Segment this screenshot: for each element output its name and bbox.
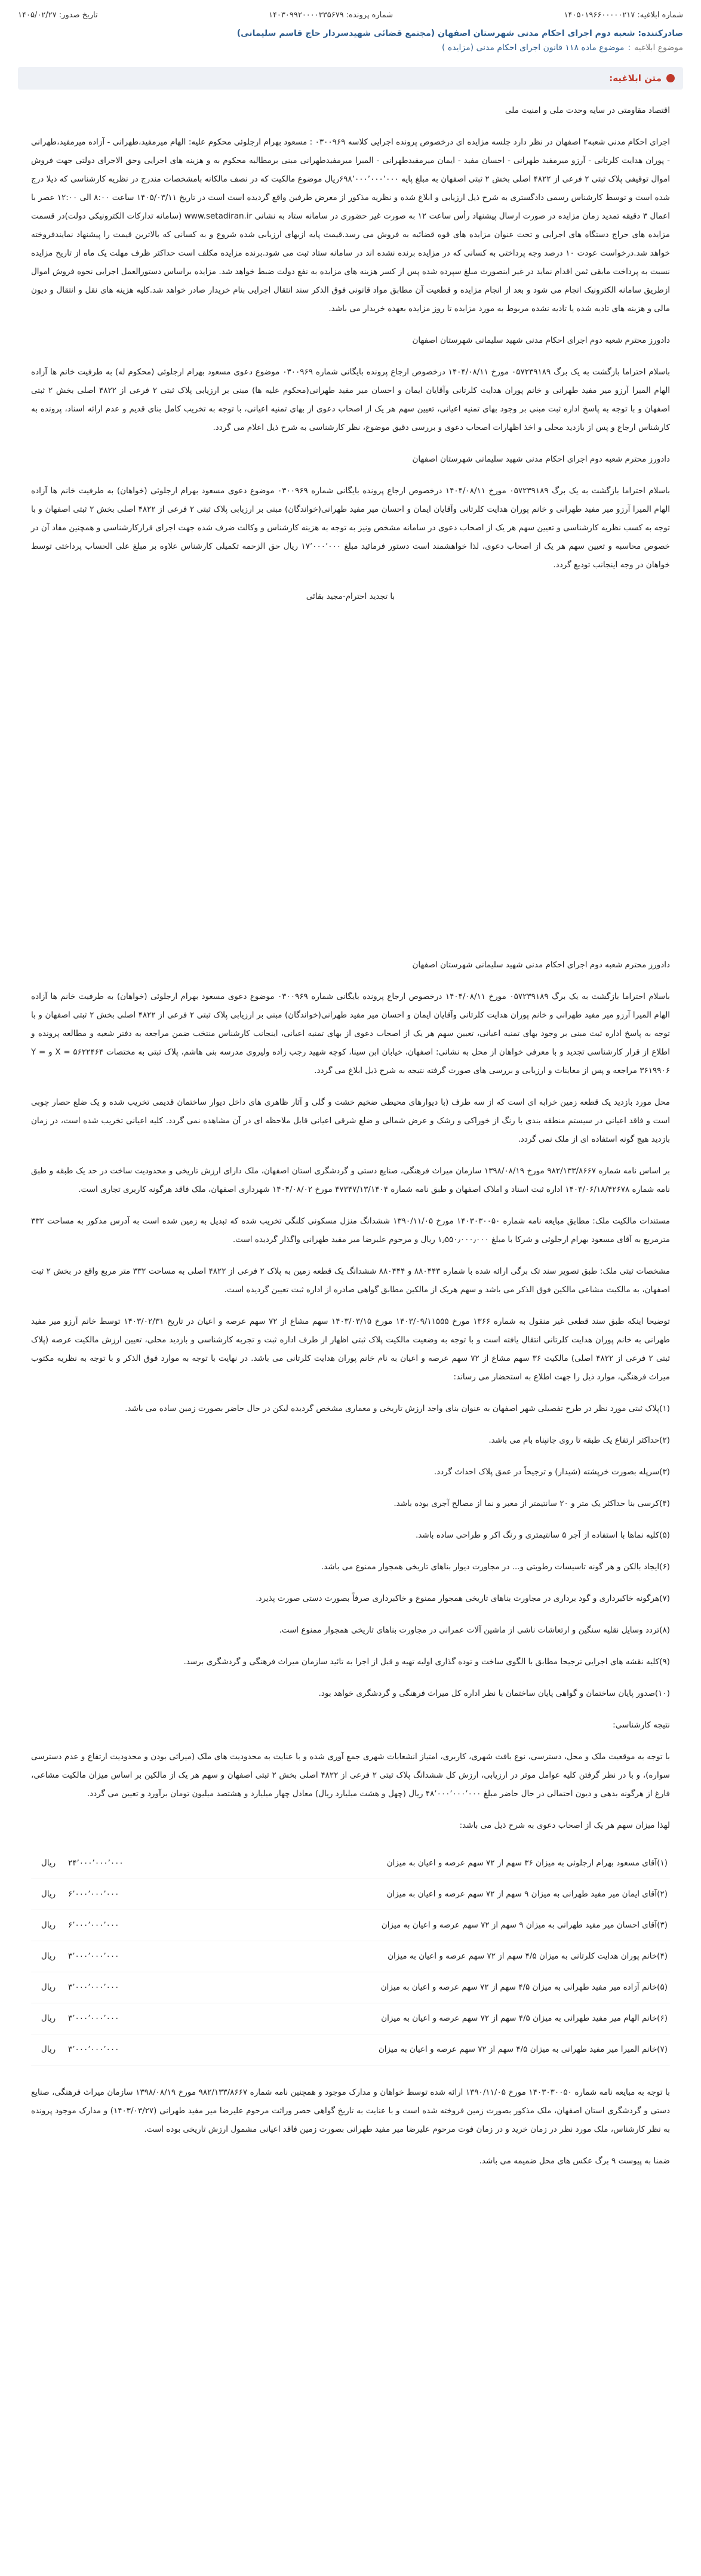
share-amount: ۳٬۰۰۰٬۰۰۰٬۰۰۰ <box>66 1972 166 2003</box>
list-item: (۴)کرسی بنا حداکثر یک متر و ۲۰ سانتیمتر از معبر و نما از مصالح آجری بوده باشد. <box>393 1499 670 1508</box>
share-description: (۲)آقای ایمان میر مفید طهرانی به میزان ۹ سهم از ۷۲ سهم عرصه و اعیان به میزان <box>166 1879 670 1910</box>
share-description: (۴)خانم پوران هدایت کلرتانی به میزان ۴/۵ سهم از ۷۲ سهم عرصه و اعیان به میزان <box>166 1941 670 1972</box>
auction-paragraph: اجرای احکام مدنی شعبه۲ اصفهان در نظر دارد جلسه مزایده ای درخصوص پرونده اجرایی کلاسه ۰۳۰۰۹۶۹ : مسعود بهرام ارجلوئی محکوم علیه: الهام میرمفید،طهرانی - آزاده میرمفید،طهرانی - پوران هدایت کلرتانی - آرزو میرمفید طهرانی - احسان مفید - ایمان میرمفیدطهرانی - المیرا میرمفیدطهرانی مبنی برمطالبه محکوم به و هزینه های اجرایی وحق الاجرای دولتی جهت فروش اموال توقیفی پلاک ثبتی ۲ فرعی از ۴۸۲۲ اصلی بخش ۲ ثبتی اصفهان به مبلغ پایه ۶۹۸٬۰۰۰٬۰۰۰٬۰۰۰ریال موضوع مالکیت که در نصف مالکانه بامشخصات مندرج در نظریه کارشناسی که ذیلا درج شده است و توسط کارشناس رسمی دادگستری به شرح ذیل ارزیابی و ابلاغ شده و نظریه مذکور از معرض طرفین واقع گردیده است است در تاریخ ۱۴۰۵/۰۳/۱۱ ساعت ۸:۰۰ الی ۱۲:۰۰ عصر با اعمال ۳ دقیقه تمدید زمان مزایده در صورت ارسال پیشنهاد رأس ساعت ۱۲ به صورت غیر حضوری در سامانه ستاد به نشانی www.setadiran.ir (سامانه تدارکات الکترونیکی دولت)در قسمت مزایده های حراج دستگاه های اجرایی و تحت عنوان مزایده های قوه قضائیه به فروش می رسد.قیمت پایه ازبهای ارزیابی شده شروع و به کسانی که بالاترین قیمت را پیشنهاد نمایندفروخته خواهد شد.درخواست عودت ۱۰ درصد وجه پرداختی به کسانی که در مزایده برنده نشده اند در سامانه ستاد ثبت می شود.برنده مزایده مکلف است حداکثر ظرف مهلت یک ماه از تاریخ مزایده نسبت به پرداخت مابقی ثمن اقدام نماید در غیر اینصورت مبلغ سپرده شده پس از کسر هزینه های مزایده به نفع دولت ضبط خواهد شد. مزایده براساس دستورالعمل اجرایی نحوه فروش اموال ازطریق سامانه الکترونیک انجام می شود و بعد از انجام مزایده و قطعیت آن مطابق مواد قانونی فوق الذکر سند انتقال اجرایی بنام خریدار صادر خواهد شد.کلیه هزینه های نقل و انتقال و دیون مالی و هزینه های تادیه شده یا تادیه نشده مربوط به مورد مزایده تا روز مزایده بعهده خریدار می باشد. <box>31 137 671 313</box>
shares-table <box>31 1848 670 2065</box>
share-description: (۳)آقای احسان میر مفید طهرانی به میزان ۹ سهم از ۷۲ سهم عرصه و اعیان به میزان <box>166 1910 670 1941</box>
share-amount: ۳٬۰۰۰٬۰۰۰٬۰۰۰ <box>66 2034 166 2065</box>
issue-date-label: تاریخ صدور <box>62 11 98 20</box>
case-number: شماره پرونده: ۱۴۰۳۰۹۹۲۰۰۰۰۳۳۵۶۷۹ <box>268 11 393 20</box>
site-description: محل مورد بازدید یک قطعه زمین خرابه ای است که از سه طرف (با دیوارهای محیطی ضخیم خشت و گلی و آثار ظاهری های داخل دیوار ساختمان قدیمی تخریب شده و یک ضلع حصار چوبی است و فاقد اعیانی در سیستم منطقه بندی با رنگ از خوراکی و رشک و عرض شمالی و ضلع شرقی اعیانی قابل ملاحظه ای در آن مشاهده نمی گردد. کلیه اعیانی تخریب شده است، در زمان بازدید هیچ گونه استفاده ای از ملک نمی گردد. <box>31 1098 670 1144</box>
share-unit: ریال <box>31 1910 66 1941</box>
share-amount: ۳٬۰۰۰٬۰۰۰٬۰۰۰ <box>66 1941 166 1972</box>
share-unit: ریال <box>31 1848 66 1879</box>
notice-number-label: شماره ابلاغیه <box>639 11 683 20</box>
restrictions-list <box>31 1400 670 1703</box>
list-item: (۱۰)صدور پایان ساختمان و گواهی پایان ساختمان با نظر اداره کل میراث فرهنگی و گردشگری خواهد بود. <box>318 1689 670 1698</box>
share-description: (۶)خانم الهام میر مفید طهرانی به میزان ۴/۵ سهم از ۷۲ سهم عرصه و اعیان به میزان <box>166 2003 670 2034</box>
table-row <box>31 1910 670 1941</box>
notice-number: شماره ابلاغیه: ۱۴۰۵۰۱۹۶۶۰۰۰۰۰۲۱۷ <box>564 11 683 20</box>
share-description: (۱)آقای مسعود بهرام ارجلوئی به میزان ۳۶ سهم از ۷۲ سهم عرصه و اعیان به میزان <box>166 1848 670 1879</box>
share-description: (۷)خانم المیرا میر مفید طهرانی به میزان ۴/۵ سهم از ۷۲ سهم عرصه و اعیان به میزان <box>166 2034 670 2065</box>
list-item: (۸)تردد وسایل نقلیه سنگین و ارتعاشات ناشی از ماشین آلات عمرانی در مجاورت بناهای تاریخی همجوار ممنوع است. <box>279 1625 670 1635</box>
table-row <box>31 2003 670 2034</box>
list-item: (۷)هرگونه خاکبرداری و گود برداری در مجاورت بناهای تاریخی همجوار ممنوع و خاکبرداری صرفاً بصورت دستی صورت پذیرد. <box>256 1594 670 1603</box>
blank-space <box>31 619 670 948</box>
list-item: (۳)سرپله بصورت خرپشته (شیدار) و ترجیحاً در عمق پلاک احداث گردد. <box>433 1467 670 1477</box>
addressee-heading-2: دادورز محترم شعبه دوم اجرای احکام مدنی شهید سلیمانی شهرستان اصفهان <box>412 454 670 464</box>
notice-body <box>18 90 683 2171</box>
issue-date: تاریخ صدور: ۱۴۰۵/۰۲/۲۷ <box>18 11 98 20</box>
heritage-letter: بر اساس نامه شماره ۹۸۲/۱۳۳/۸۶۶۷ مورخ ۱۳۹۸/۰۸/۱۹ سازمان میراث فرهنگی، صنایع دستی و گردشگری استان اصفهان، ملک دارای ارزش تاریخی و محدودیت ساخت در حد یک طبقه و طبق نامه شماره ۱۴۰۳/۰۶/۱۸/۴۲۶۷۸ اداره ثبت اسناد و املاک اصفهان و طبق نامه شماره ۴۷۳۴۷/۱۳/۱۴۰۴ مورخ ۱۴۰۴/۰۸/۰۲ شهرداری اصفهان، ملک فاقد هرگونه کاربری تجاری است. <box>31 1166 670 1194</box>
share-amount: ۶٬۰۰۰٬۰۰۰٬۰۰۰ <box>66 1910 166 1941</box>
slogan: اقتصاد مقاومتی در سایه وحدت ملی و امنیت ملی <box>505 106 670 115</box>
notice-subject: موضوع ابلاغیه : موضوع ماده ۱۱۸ قانون اجرای احکام مدنی (مزایده ) <box>441 43 683 53</box>
registration-details: مشخصات ثبتی ملک: طبق تصویر سند تک برگی ارائه شده با شماره ۸۸۰۴۴۳ و ۸۸۰۴۴۴ ششدانگ یک قطعه زمین به پلاک ۲ فرعی از ۴۸۲۲ اصلی به مساحت ۳۳۲ متر مربع واقع در بخش ۲ ثبت اصفهان، به مالکیت مشاعی مالکین فوق الذکر می باشد و سهم هریک از مالکین مطابق گواهی صادره از اداره ثبت تعیین گردیده است. <box>31 1267 671 1295</box>
notice-number-value: ۱۴۰۵۰۱۹۶۶۰۰۰۰۰۲۱۷ <box>564 11 635 20</box>
table-row <box>31 1848 670 1879</box>
subject-value: موضوع ماده ۱۱۸ قانون اجرای احکام مدنی (مزایده ) <box>441 43 625 53</box>
list-item: (۲)حداکثر ارتفاع یک طبقه تا روی جانپناه بام می باشد. <box>488 1435 670 1445</box>
explanation: توضیحا اینکه طبق سند قطعی غیر منقول به شماره ۱۳۶۶ مورخ ۱۴۰۳/۰۹/۱۱۵۵۵ مورخ ۱۴۰۳/۰۳/۱۵ سهم مشاع از ۷۲ سهم عرصه و اعیان در تاریخ ۱۴۰۳/۰۲/۳۱ توسط خانم آرزو میر مفید طهرانی به خانم پوران هدایت کلرتانی انتقال یافته است و با توجه به وضعیت مالکیت پلاک ثبتی اظهار از طرف اداره ثبت و تجربه کارشناسی و بازدید محلی، تعیین ارزش مالکیت عرصه (پلاک ثبتی ۲ فرعی از ۴۸۲۲ اصلی) مالکیت ۳۶ سهم مشاع از ۷۲ سهم عرصه و اعیان به نام خانم پوران هدایت کلرتانی می باشد. در نهایت با توجه به موارد فوق الذکر و با توجه به نظریه مکتوب میراث فرهنگی، موارد ذیل را جهت اطلاع به استحضار می رساند: <box>31 1317 670 1382</box>
section-title: متن ابلاغیه: <box>609 73 662 84</box>
table-row <box>31 2034 670 2065</box>
share-amount: ۲۴٬۰۰۰٬۰۰۰٬۰۰۰ <box>66 1848 166 1879</box>
list-item: (۹)کلیه نقشه های اجرایی ترجیحا مطابق با الگوی ساخت و توده گذاری اولیه تهیه و قبل از اجرا به تائید سازمان میراث فرهنگی و گردشگری برسد. <box>183 1657 670 1667</box>
share-unit: ریال <box>31 2003 66 2034</box>
share-unit: ریال <box>31 1941 66 1972</box>
shares-intro: لهذا میزان سهم هر یک از اصحاب دعوی به شرح ذیل می باشد: <box>459 1821 670 1830</box>
table-row <box>31 1972 670 2003</box>
document-icon <box>666 74 675 82</box>
attachment-note: ضمنا به پیوست ۹ برگ عکس های محل ضمیمه می باشد. <box>479 2156 670 2166</box>
list-item: (۶)ایجاد بالکن و هر گونه تاسیسات رطوبتی و... در مجاورت دیوار بناهای تاریخی همجوار ممنوع می باشد. <box>321 1562 670 1572</box>
signature-line: با تجدید احترام-مجید بقائی <box>306 592 395 601</box>
final-paragraph: با توجه به مبایعه نامه شماره ۱۴۰۳۰۳۰۰۵۰ مورخ ۱۳۹۰/۱۱/۰۵ ارائه شده توسط خواهان و مدارک موجود و همچنین نامه شماره ۹۸۲/۱۳۳/۸۶۶۷ مورخ ۱۳۹۸/۰۸/۱۹ سازمان میراث فرهنگی، صنایع دستی و گردشگری استان اصفهان، ملک مذکور بصورت زمین فروخته شده است و با عنایت به تاریخ گواهی حصر وراثت مرحوم علیرضا میر مفید طهرانی (۱۴۰۳/۰۳/۲۷) و مدارک موجود پرونده به نظر کارشناس، ملک مورد نظر در زمان خرید و در زمان فوت مرحوم علیرضا میر مفید طهرانی بصورت زمین فاقد اعیانی مشمول ارزش تاریخی بوده است. <box>31 2088 670 2134</box>
conclusion-paragraph: با توجه به موقعیت ملک و محل، دسترسی، نوع بافت شهری، کاربری، امتیاز انشعابات شهری جمع آوری شده و با عنایت به محدودیت های ملک (میراثی بودن و محدودیت ارتفاع و عدم دسترسی سواره)، و با در نظر گرفتن کلیه عوامل موثر در ارزیابی، ارزش کل ششدانگ پلاک ثبتی ۲ فرعی از ۴۸۲۲ اصلی بخش ۲ ثبتی اصفهان و سهم هر یک از مالکین بر اساس میزان مالکیت مشاعی، فارغ از هرگونه بدهی و دیون احتمالی در حال حاضر مبلغ ۴۸٬۰۰۰٬۰۰۰٬۰۰۰ ریال (چهل و هشت میلیارد ریال) معادل چهار میلیارد و هشتصد میلیون تومان برآورد و تعیین می گردد. <box>31 1752 670 1799</box>
table-row <box>31 1879 670 1910</box>
share-unit: ریال <box>31 1879 66 1910</box>
issuer-label: صادرکننده <box>641 29 683 38</box>
expert-paragraph-3: باسلام احتراما بازگشت به یک برگ ۰۵۷۲۳۹۱۸۹ مورخ ۱۴۰۴/۰۸/۱۱ درخصوص ارجاع پرونده بایگانی شماره ۰۳۰۰۹۶۹ موضوع دعوی مسعود بهرام ارجلوئی (خواهان) به طرفیت خانم ها آزاده الهام المیرا آرزو میر مفید طهرانی و خانم پوران هدایت کلرتانی وآقایان ایمان و احسان میر مفید طهرانی(خواندگان) مبنی بر ارزیابی پلاک ثبتی ۲ فرعی از ۴۸۲۲ اصلی بخش ۲ ثبتی اصفهان و با توجه به پاسخ اداره ثبت مبنی بر وجود بهای تمنیه اعیانی، تعیین سهم هر یک از اصحاب دعوی از بهای تمنیه اعیانی، اینجانب کارشناس منتخب ضمن مراجعه به دفتر شعبه و مطالعه پرونده و اطلاع از قرار کارشناسی تجدید و با معرفی خواهان از محل به نشانی: اصفهان، خیابان ابن سینا، کوچه شهید رجب زاده ولیروی مدرسه بنی هاشم، پلاک ثبتی به مختصات X = ۵۶۲۲۴۶۴ و Y = ۳۶۱۹۹۰۶ مراجعه و پس از معاینات و ارزیابی و بررسی های صورت گرفته نتیجه به شرح ذیل ابلاغ می گردد. <box>31 992 670 1075</box>
expert-paragraph-2: باسلام احتراما بازگشت به یک برگ ۰۵۷۲۳۹۱۸۹ مورخ ۱۴۰۴/۰۸/۱۱ درخصوص ارجاع پرونده بایگانی شماره ۰۳۰۰۹۶۹ موضوع دعوی مسعود بهرام ارجلوئی (خواهان) به طرفیت خانم ها آزاده الهام المیرا آرزو میر مفید طهرانی و خانم پوران هدایت کلرتانی وآقایان ایمان و احسان میر مفید طهرانی(خواندگان) مبنی بر ارزیابی پلاک ثبتی ۲ فرعی از ۴۸۲۲ اصلی بخش ۲ ثبتی اصفهان و با توجه به کسب نظریه کارشناسی و تعیین سهم هر یک از اصحاب دعوی در سامانه مشخص ونیز به توجه به هزینه کارشناس و وکالت ضرف شده جهت اجرای قرارکارشناسی و همچنین مفاد آن در خصوص محاسبه و تعیین سهم هر یک از اصحاب دعوی، لذا خواهشمند است دستور فرمائید مبلغ ۱۷٬۰۰۰٬۰۰۰ ریال حق الزحمه تکمیلی کارشناس علاوه بر مبلغ علی الحساب پرداختی توسط خواهان در وجه اینجانب تودیع گردد. <box>31 486 670 570</box>
expert-paragraph-1: باسلام احتراما بازگشت به یک برگ ۰۵۷۲۳۹۱۸۹ مورخ ۱۴۰۴/۰۸/۱۱ درخصوص ارجاع پرونده بایگانی شماره ۰۳۰۰۹۶۹ موضوع دعوی مسعود بهرام ارجلوئی (محکوم له) به طرفیت خانم ها آزاده الهام المیرا آرزو میر مفید طهرانی و خانم پوران هدایت کلرتانی وآقایان ایمان و احسان میر مفید طهرانی(محکوم علیه ها) مبنی بر ارزیابی پلاک ثبتی ۲ فرعی از ۴۸۲۲ اصلی بخش ۲ ثبتی اصفهان و با توجه به پاسخ اداره ثبت مبنی بر وجود بهای تمنیه اعیانی، تعیین سهم هر یک از اصحاب دعوی از بهای تمنیه اعیانی، با توجه به تخریب کامل بنای قدیم و عدم ارائه اسناد، پرونده به کارشناس ارجاع و پس از بازدید محلی و اخذ اظهارات اصحاب دعوی و بررسی دقیق موضوع، نظر کارشناسی به شرح ذیل اعلام می گردد. <box>31 367 670 432</box>
issue-date-value: ۱۴۰۵/۰۲/۲۷ <box>18 11 57 20</box>
list-item: (۵)کلیه نماها با استفاده از آجر ۵ سانتیمتری و رنگ اکر و طراحی ساده باشد. <box>416 1530 670 1540</box>
addressee-heading-1: دادورز محترم شعبه دوم اجرای احکام مدنی شهید سلیمانی شهرستان اصفهان <box>412 336 670 345</box>
list-item: (۱)پلاک ثبتی مورد نظر در طرح تفصیلی شهر اصفهان به عنوان بنای واجد ارزش تاریخی و معماری مشخص گردیده لیکن در حال حاضر بصورت زمین ساده می باشد. <box>125 1404 670 1413</box>
share-unit: ریال <box>31 1972 66 2003</box>
subject-label: موضوع ابلاغیه <box>634 43 683 53</box>
section-title-bar <box>18 67 683 90</box>
table-row <box>31 1941 670 1972</box>
ownership-documents: مستندات مالکیت ملک: مطابق مبایعه نامه شماره ۱۴۰۳۰۳۰۰۵۰ مورخ ۱۳۹۰/۱۱/۰۵ ششدانگ منزل مسکونی کلنگی تخریب شده که تبدیل به زمین شده است به آدرس مذکور به مساحت ۳۳۲ مترمربع به آقای مسعود بهرام ارجلوئی و شرکا با مبلغ ۱٫۵۵۰٫۰۰۰٫۰۰۰ ریال و مرحوم علیرضا میر مفید طهرانی واگذار گردیده است. <box>31 1216 670 1244</box>
share-amount: ۳٬۰۰۰٬۰۰۰٬۰۰۰ <box>66 2003 166 2034</box>
case-number-value: ۱۴۰۳۰۹۹۲۰۰۰۰۳۳۵۶۷۹ <box>268 11 344 20</box>
case-number-label: شماره پرونده <box>349 11 393 20</box>
issuer: صادرکننده: شعبه دوم اجرای احکام مدنی شهرستان اصفهان (مجتمع قضائی شهیدسردار حاج قاسم سلیمانی) <box>236 29 683 38</box>
header-meta <box>18 11 683 25</box>
share-unit: ریال <box>31 2034 66 2065</box>
share-description: (۵)خانم آزاده میر مفید طهرانی به میزان ۴/۵ سهم از ۷۲ سهم عرصه و اعیان به میزان <box>166 1972 670 2003</box>
conclusion-title: نتیجه کارشناسی: <box>613 1720 670 1730</box>
issuer-value: شعبه دوم اجرای احکام مدنی شهرستان اصفهان (مجتمع قضائی شهیدسردار حاج قاسم سلیمانی) <box>236 29 635 38</box>
addressee-heading-3: دادورز محترم شعبه دوم اجرای احکام مدنی شهید سلیمانی شهرستان اصفهان <box>412 960 670 970</box>
share-amount: ۶٬۰۰۰٬۰۰۰٬۰۰۰ <box>66 1879 166 1910</box>
